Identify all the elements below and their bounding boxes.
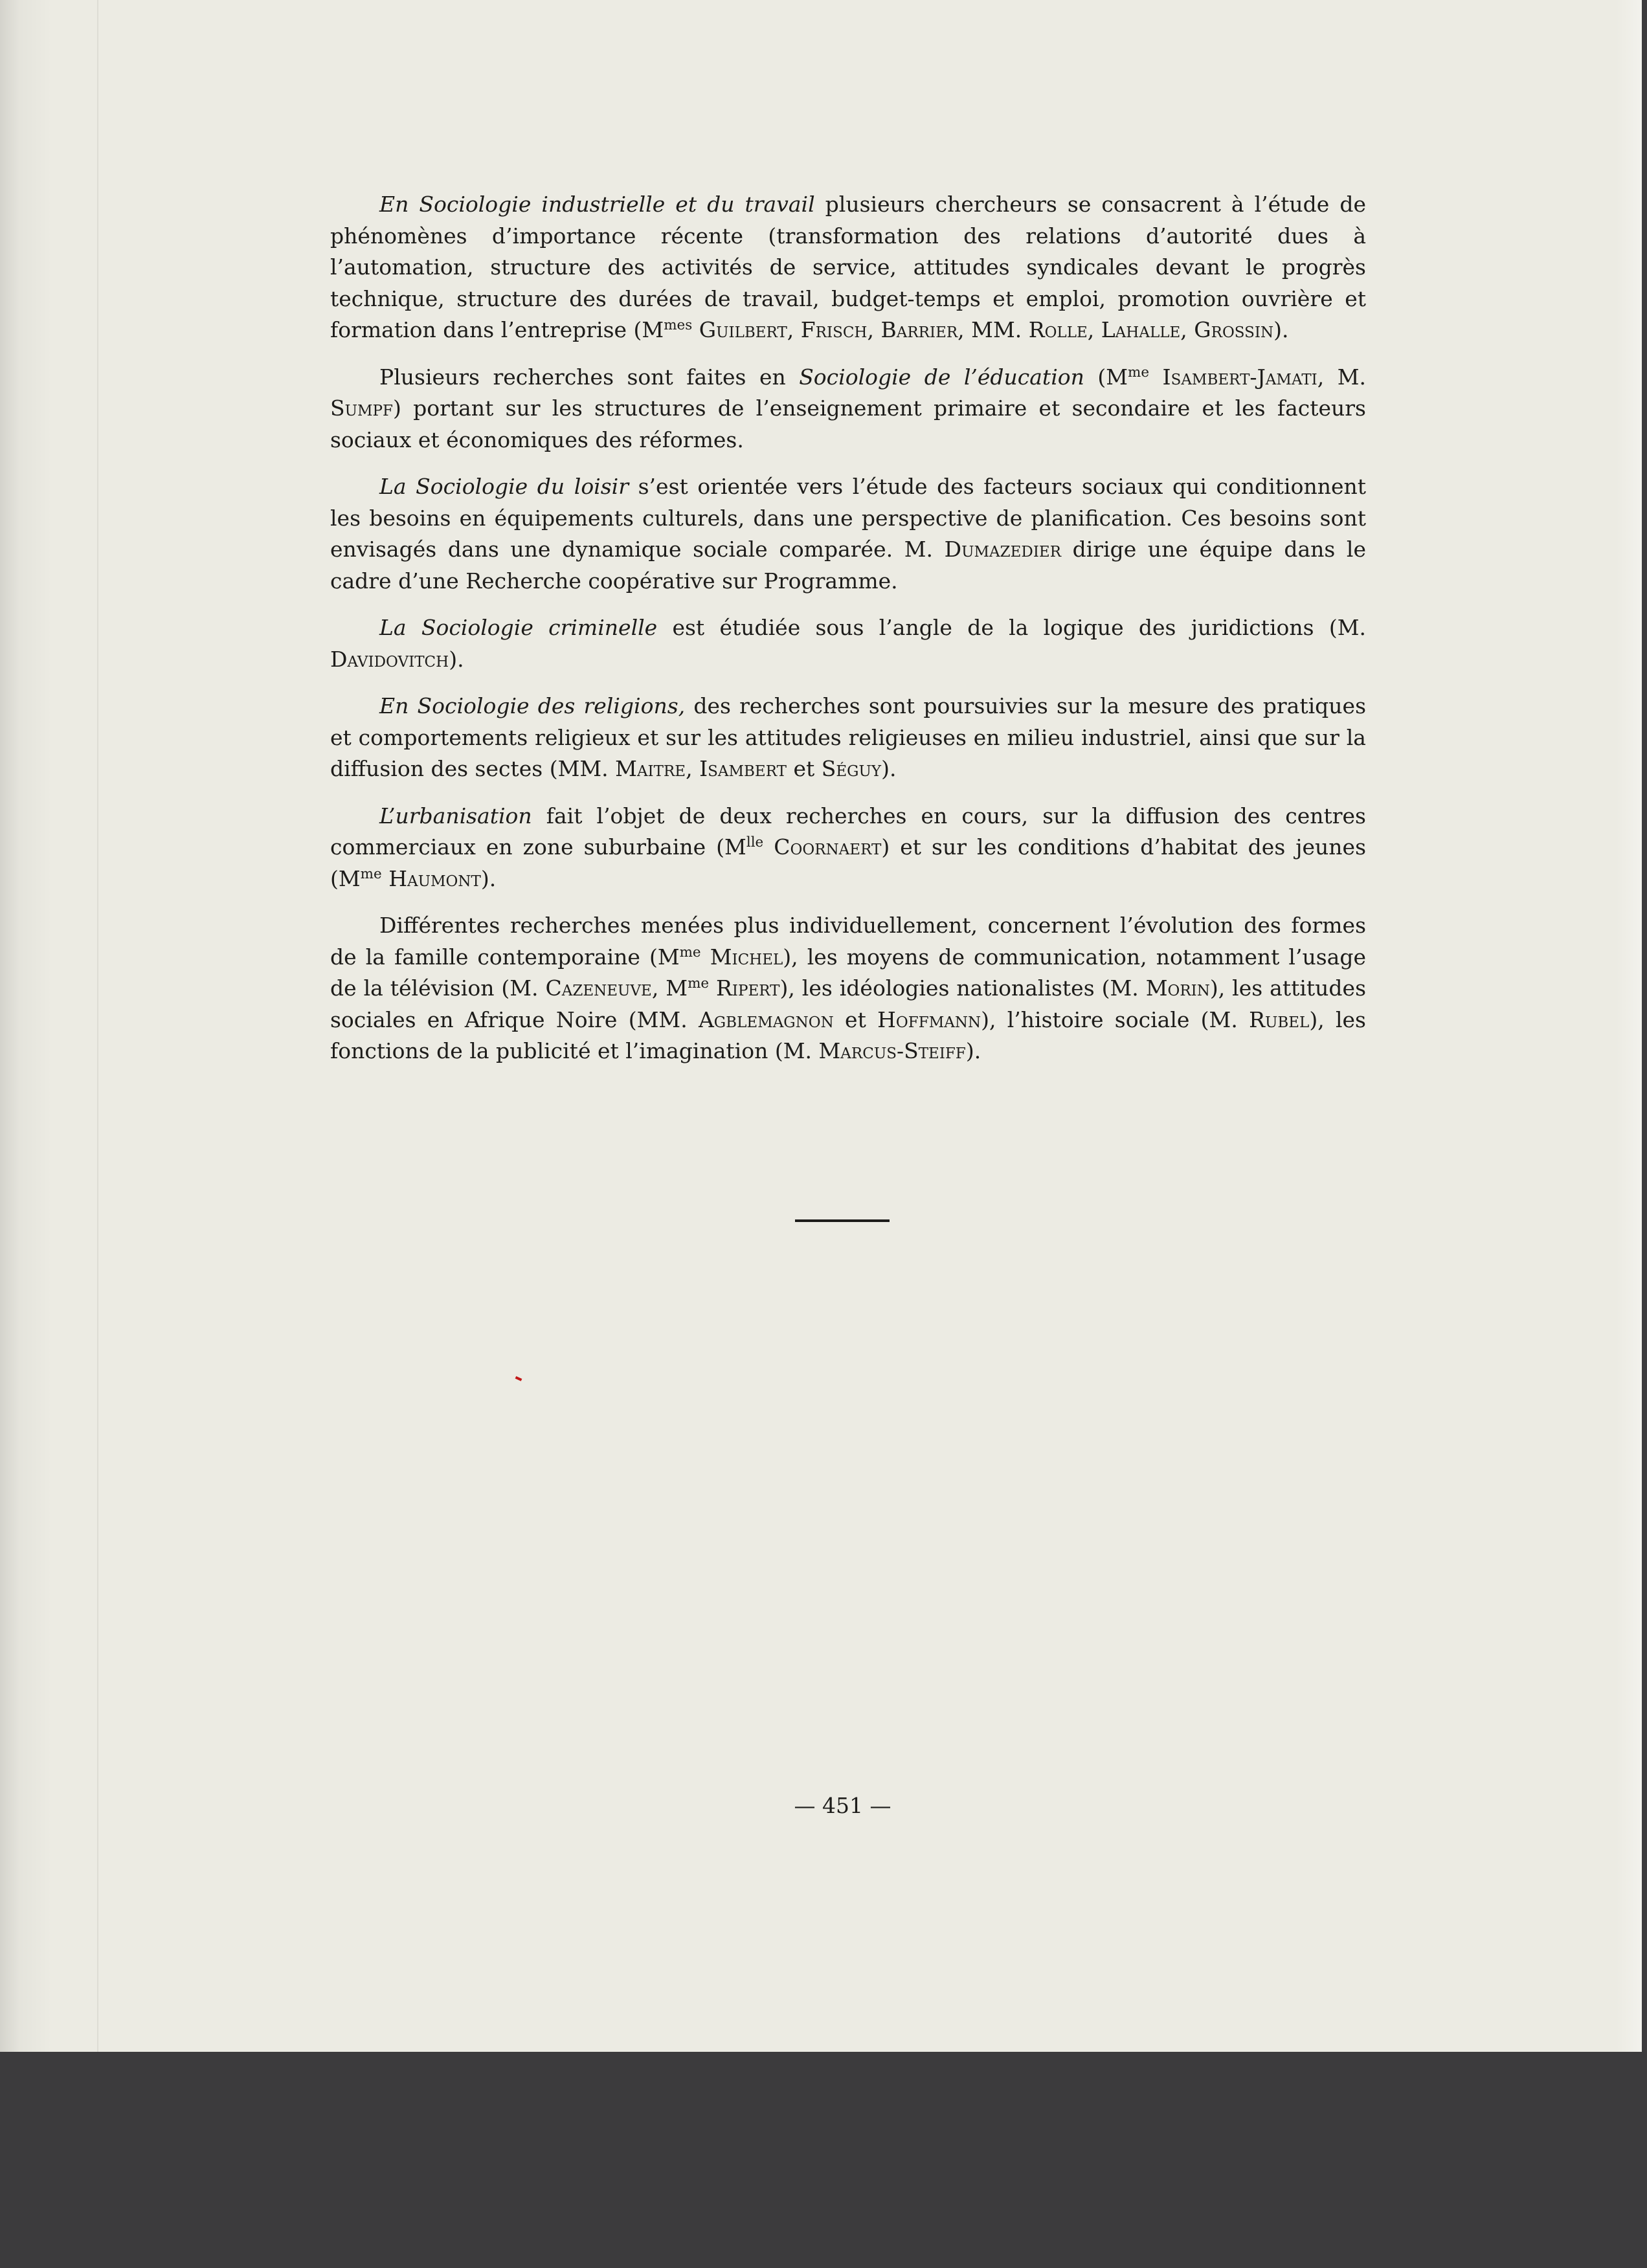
author-name: Lahalle xyxy=(1101,317,1181,342)
author-name: Isambert-Jamati xyxy=(1162,364,1317,390)
text-run: ). xyxy=(1273,317,1289,342)
text-run: et xyxy=(833,1006,878,1032)
author-name: Morin xyxy=(1145,975,1210,1001)
text-run xyxy=(701,944,710,970)
italic-term: En Sociologie des religions, xyxy=(379,693,686,718)
italic-term: L’urbanisation xyxy=(379,803,532,828)
text-run: ), l’histoire sociale (M. xyxy=(981,1006,1249,1032)
author-name: Ripert xyxy=(716,975,780,1001)
author-name: Davidovitch xyxy=(330,646,449,672)
text-run: ). xyxy=(449,646,464,672)
author-name: Cazeneuve xyxy=(545,975,652,1001)
title-abbrev-superscript: mes xyxy=(664,317,693,333)
text-run: Différentes recherches menées plus individuellement, concernent l’évolution des formes de la famille contemporaine (M xyxy=(330,913,1366,970)
text-run xyxy=(709,975,716,1001)
author-name: Rubel xyxy=(1249,1006,1310,1032)
text-run: Plusieurs recherches sont faites en xyxy=(379,364,800,390)
page-gutter xyxy=(97,0,98,2052)
text-run xyxy=(382,866,389,891)
paragraph-religion-sociology xyxy=(330,691,1366,785)
author-name: Haumont xyxy=(388,865,481,891)
text-run: , M xyxy=(651,975,688,1001)
text-run: est étudiée sous l’angle de la logique des juridictions (M. xyxy=(657,615,1366,640)
text-run: ). xyxy=(881,756,897,781)
text-run: ), les fonctions de la publicité et l’imagination (M. xyxy=(330,1006,1366,1063)
text-run: ), les idéologies nationalistes (M. xyxy=(779,975,1146,1001)
text-run: , xyxy=(686,756,700,781)
italic-term: La Sociologie du loisir xyxy=(379,474,629,499)
author-name: Marcus-Steiff xyxy=(818,1038,966,1063)
title-abbrev-superscript: me xyxy=(360,865,382,882)
text-run: , M. xyxy=(1317,364,1366,390)
paragraph-individual-research xyxy=(330,910,1366,1067)
author-name: Hoffmann xyxy=(877,1006,981,1032)
author-name: Dumazedier xyxy=(944,537,1062,562)
text-run: dirige une équipe dans le cadre d’une Recherche coopérative sur Programme. xyxy=(330,537,1367,594)
italic-term: Sociologie de l’éducation xyxy=(799,364,1084,390)
paragraph-leisure-sociology xyxy=(330,471,1366,597)
author-name: Sumpf xyxy=(330,395,393,421)
paragraph-urbanisation xyxy=(330,801,1366,895)
body-text xyxy=(330,189,1366,1083)
author-name: Rolle xyxy=(1028,317,1088,342)
author-name: Coornaert xyxy=(774,834,882,860)
title-abbrev-superscript: me xyxy=(679,944,701,961)
author-name: Michel xyxy=(710,944,783,970)
text-run xyxy=(692,317,699,342)
text-run: , xyxy=(1087,317,1101,342)
text-run: ). xyxy=(965,1038,981,1063)
author-name: Agblemagnon xyxy=(698,1006,834,1032)
text-run: ), les moyens de communication, notamment l’usage de la télévision (M. xyxy=(330,944,1366,1001)
text-run: des recherches sont poursuivies sur la mesure des pratiques et comportements religieux et sur les attitudes religieuses en milieu industriel, ainsi que sur la diffusion des sectes (MM. xyxy=(330,693,1367,781)
author-name: Maitre xyxy=(615,756,686,781)
title-abbrev-superscript: me xyxy=(688,975,710,992)
section-end-rule xyxy=(795,1219,890,1222)
paragraph-criminal-sociology xyxy=(330,612,1366,675)
text-run xyxy=(1149,364,1162,390)
title-abbrev-superscript: me xyxy=(1128,364,1150,381)
italic-term: En Sociologie industrielle et du travail xyxy=(379,192,815,217)
author-name: Isambert xyxy=(699,756,787,781)
text-run: ) et sur les conditions d’habitat des jeunes (M xyxy=(330,834,1367,891)
paragraph-industrial-sociology xyxy=(330,189,1366,346)
text-run: et xyxy=(786,756,822,781)
title-abbrev-superscript: lle xyxy=(746,834,764,850)
page-number: — 451 — xyxy=(794,1793,891,1818)
author-name: Grossin xyxy=(1194,317,1274,342)
text-run: , xyxy=(1180,317,1194,342)
italic-term: La Sociologie criminelle xyxy=(379,615,658,640)
author-name: Frisch xyxy=(800,317,868,342)
text-run: plusieurs chercheurs se consacrent à l’étude de phénomènes d’importance récente (transformation des relations d’autorité dues à l’automation, structure des activités de service, attitudes syndicales devant le progrès technique, structure des durées de travail, budget-temps et emploi, promotion ouvrière et formation dans l’entreprise (M xyxy=(330,192,1366,342)
author-name: Séguy xyxy=(821,756,882,781)
text-run: s’est orientée vers l’étude des facteurs sociaux qui conditionnent les besoins en équipements culturels, dans une perspective de planification. Ces besoins sont envisagés dans une dynamique sociale comparée. M. xyxy=(330,474,1366,562)
author-name: Guilbert xyxy=(699,317,787,342)
text-run: ) portant sur les structures de l’enseignement primaire et secondaire et les facteurs sociaux et économiques des réformes. xyxy=(330,395,1366,452)
text-run: , xyxy=(867,317,881,342)
red-pen-mark xyxy=(515,1376,522,1381)
paragraph-education-sociology xyxy=(330,362,1366,456)
author-name: Barrier xyxy=(880,317,958,342)
text-run: ), les attitudes sociales en Afrique Noire (MM. xyxy=(330,975,1366,1032)
text-run: (M xyxy=(1084,364,1128,390)
text-run: , MM. xyxy=(958,317,1029,342)
text-run: , xyxy=(787,317,801,342)
text-run: fait l’objet de deux recherches en cours, sur la diffusion des centres commerciaux en zone suburbaine (M xyxy=(330,803,1366,860)
text-run xyxy=(763,834,774,860)
text-run: ). xyxy=(480,865,497,891)
